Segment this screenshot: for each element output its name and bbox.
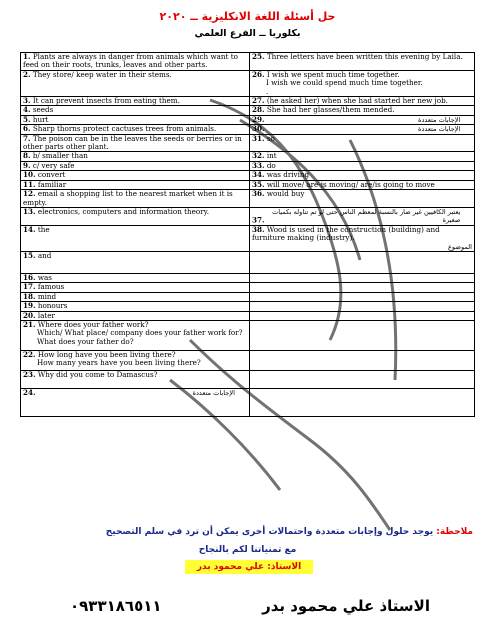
answer-cell-left	[21, 106, 250, 115]
table-row	[21, 106, 475, 115]
table-row	[21, 180, 475, 189]
note-label: ملاحظة:	[436, 527, 473, 537]
question-number: 26.	[252, 70, 265, 79]
answer-text: Sharp thorns protect cactuses trees from animals.	[32, 124, 217, 134]
question-number: 23.	[23, 370, 36, 379]
table-row	[21, 53, 475, 71]
answer-alternative: الموضوع	[448, 242, 472, 251]
answer-cell-right	[250, 302, 475, 311]
answer-text: يعتبر الكافيين غير ضار بالنسبة لمعظم الناس حتى لو تم تناوله بكميات صغيرة	[272, 207, 461, 225]
answer-cell-left	[21, 180, 250, 189]
answer-cell-right	[250, 152, 475, 161]
answer-text: was driving	[266, 170, 310, 180]
table-row	[21, 152, 475, 161]
question-number: 19.	[23, 301, 36, 311]
answer-cell-right	[250, 125, 475, 134]
answer-cell-left	[21, 370, 250, 388]
note-text: يوجد حلول وإجابات متعددة واحتمالات أخرى يمكن أن ترد في سلم التصحيح	[105, 527, 434, 537]
answer-text: الإجابات متعددة	[418, 125, 461, 134]
table-row	[21, 161, 475, 170]
answer-text: the	[37, 225, 50, 234]
question-number: 31.	[252, 134, 265, 143]
answer-text: Three letters have been written this evening by Laila.	[266, 52, 463, 61]
table-row	[21, 134, 475, 152]
answer-cell-right	[250, 370, 475, 388]
page-subtitle: بكلوريا ــ الفرع العلمي	[194, 28, 301, 39]
answer-cell-left	[21, 134, 250, 152]
answer-cell-right	[250, 350, 475, 370]
answer-cell-right	[250, 207, 475, 225]
question-number: 3.	[23, 96, 31, 106]
question-number: 14.	[23, 225, 36, 234]
question-number: 22.	[23, 350, 36, 359]
question-number: 8.	[23, 151, 31, 161]
question-number: 21.	[23, 320, 36, 329]
footer-phone: ٠٩٣٣١٨٦٥١١	[70, 597, 162, 615]
table-row	[21, 370, 475, 388]
table-row	[21, 115, 475, 124]
answer-text: الإجابات متعددة	[192, 388, 235, 397]
answer-text: so	[266, 134, 275, 143]
answers-table	[20, 52, 475, 417]
question-number: 35.	[252, 180, 265, 189]
question-number: 5.	[23, 115, 31, 124]
answer-cell-right	[250, 134, 475, 152]
table-row	[21, 350, 475, 370]
question-number: 28.	[252, 105, 265, 115]
table-row	[21, 302, 475, 311]
question-number: 16.	[23, 273, 36, 282]
table-row	[21, 251, 475, 273]
answer-text: convert	[37, 170, 66, 180]
answer-text: I wish we spent much time together.	[266, 70, 400, 79]
answer-cell-right	[250, 115, 475, 124]
answer-text: (he asked her) when she had started her new job.	[266, 96, 448, 106]
answer-cell-right	[250, 70, 475, 96]
answer-alternative: I wish we could spend much time together.	[266, 78, 423, 88]
answer-cell-left	[21, 350, 250, 370]
answer-alternative: Which/ What place/ company does your father work for?	[37, 328, 243, 338]
answer-cell-left	[21, 302, 250, 311]
answer-text: Wood is used in the construction (building) and furniture making (industry).	[252, 225, 440, 243]
question-number: 20.	[23, 311, 36, 320]
answer-text: familiar	[37, 180, 67, 189]
answer-text: الإجابات متعددة	[418, 115, 461, 124]
page-title: حل أسئلة اللغة الانكليزية ــ ٢٠٢٠	[159, 10, 336, 23]
table-row	[21, 320, 475, 350]
question-number: 4.	[23, 105, 31, 115]
answer-text: later	[37, 311, 55, 320]
table-row	[21, 70, 475, 96]
question-number: 37.	[252, 215, 265, 225]
footer-teacher-name: الاستاذ علي محمود بدر	[262, 597, 430, 615]
question-number: 18.	[23, 292, 36, 301]
answer-cell-right	[250, 251, 475, 273]
answer-cell-right	[250, 190, 475, 208]
answer-text: Plants are always in danger from animals which want to feed on their roots, trunks, leaves and other parts.	[23, 52, 238, 70]
question-number: 24.	[23, 388, 36, 397]
table-row	[21, 292, 475, 301]
answer-cell-left	[21, 70, 250, 96]
teacher-highlight: الاستاذ: علي محمود بدر	[185, 560, 313, 574]
answer-cell-left	[21, 283, 250, 292]
answer-cell-right	[250, 97, 475, 106]
question-number: 34.	[252, 170, 265, 180]
answer-text: email a shopping list to the nearest market when it is empty.	[23, 189, 233, 207]
answer-cell-right	[250, 292, 475, 301]
answer-text: mind	[37, 292, 57, 301]
answer-cell-left	[21, 171, 250, 180]
answer-cell-left	[21, 152, 250, 161]
answer-cell-left	[21, 125, 250, 134]
answer-text: She had her glasses/them mended.	[266, 105, 395, 115]
answer-text: The poison can be in the leaves the seeds or berries or in other parts other plant.	[23, 134, 242, 152]
question-number: 12.	[23, 189, 36, 199]
question-number: 9.	[23, 161, 31, 170]
table-row	[21, 388, 475, 416]
table-row	[21, 283, 475, 292]
answer-cell-left	[21, 207, 250, 225]
answer-cell-left	[21, 292, 250, 301]
answer-cell-right	[250, 225, 475, 251]
answer-text: int	[266, 151, 277, 161]
table-row	[21, 225, 475, 251]
question-number: 32.	[252, 151, 265, 161]
table-row	[21, 190, 475, 208]
note	[13, 527, 473, 537]
answer-cell-right	[250, 171, 475, 180]
question-number: 2.	[23, 70, 31, 79]
answer-text: How long have you been living there?	[37, 350, 176, 359]
answer-text: b/ smaller than	[32, 151, 88, 161]
answer-text: will move/ are-is moving/ are/is going to move	[266, 180, 435, 189]
question-number: 25.	[252, 52, 265, 61]
answer-text: Where does your father work?	[37, 320, 149, 329]
answer-cell-left	[21, 190, 250, 208]
answer-cell-right	[250, 53, 475, 71]
question-number: 6.	[23, 124, 31, 134]
answer-alternative: What does your father do?	[37, 336, 134, 346]
question-number: 30.	[252, 124, 265, 134]
answer-text: c/ very safe	[32, 161, 75, 170]
answer-text: electronics, computers and information theory.	[37, 207, 210, 216]
question-number: 15.	[23, 251, 36, 260]
answer-cell-left	[21, 53, 250, 71]
answer-cell-left	[21, 320, 250, 350]
answer-cell-left	[21, 225, 250, 251]
question-number: 17.	[23, 282, 36, 292]
question-number: 1.	[23, 52, 31, 61]
answer-text: was	[37, 273, 52, 282]
answer-cell-right	[250, 311, 475, 320]
question-number: 10.	[23, 170, 36, 180]
answer-cell-left	[21, 251, 250, 273]
answer-cell-left	[21, 97, 250, 106]
answer-text: hurt	[32, 115, 49, 124]
answer-text: and	[37, 251, 52, 260]
answer-cell-right	[250, 106, 475, 115]
table-row	[21, 171, 475, 180]
answer-cell-left	[21, 161, 250, 170]
table-row	[21, 207, 475, 225]
question-number: 36.	[252, 189, 265, 199]
answer-cell-left	[21, 388, 250, 416]
table-row	[21, 125, 475, 134]
question-number: 11.	[23, 180, 36, 189]
question-number: 33.	[252, 161, 265, 170]
question-number: 7.	[23, 134, 31, 143]
answer-text: would buy	[266, 189, 305, 199]
question-number: 29.	[252, 115, 265, 124]
answer-cell-right	[250, 161, 475, 170]
answer-cell-right	[250, 320, 475, 350]
answer-text: seeds	[32, 105, 54, 115]
answer-cell-left	[21, 311, 250, 320]
question-number: 27.	[252, 96, 265, 106]
question-number: 38.	[252, 225, 265, 234]
table-row	[21, 311, 475, 320]
answer-text: honours	[37, 301, 68, 311]
answer-cell-right	[250, 273, 475, 282]
answer-cell-right	[250, 283, 475, 292]
answer-cell-left	[21, 115, 250, 124]
table-row	[21, 97, 475, 106]
answer-text: It can prevent insects from eating them.	[32, 96, 180, 106]
answer-cell-right	[250, 180, 475, 189]
answer-cell-right	[250, 388, 475, 416]
answer-cell-left	[21, 273, 250, 282]
table-row	[21, 273, 475, 282]
answer-text: famous	[37, 282, 65, 292]
answer-text: They store/ keep water in their stems.	[32, 70, 172, 79]
answer-text: do	[266, 161, 276, 170]
answer-alternative: How many years have you been living there?	[37, 358, 201, 368]
wish-line: مع تمنياتنا لكم بالنجاح	[198, 545, 297, 555]
question-number: 13.	[23, 207, 36, 216]
answer-text: Why did you come to Damascus?	[37, 370, 158, 379]
answer-alternative: .	[266, 86, 269, 96]
